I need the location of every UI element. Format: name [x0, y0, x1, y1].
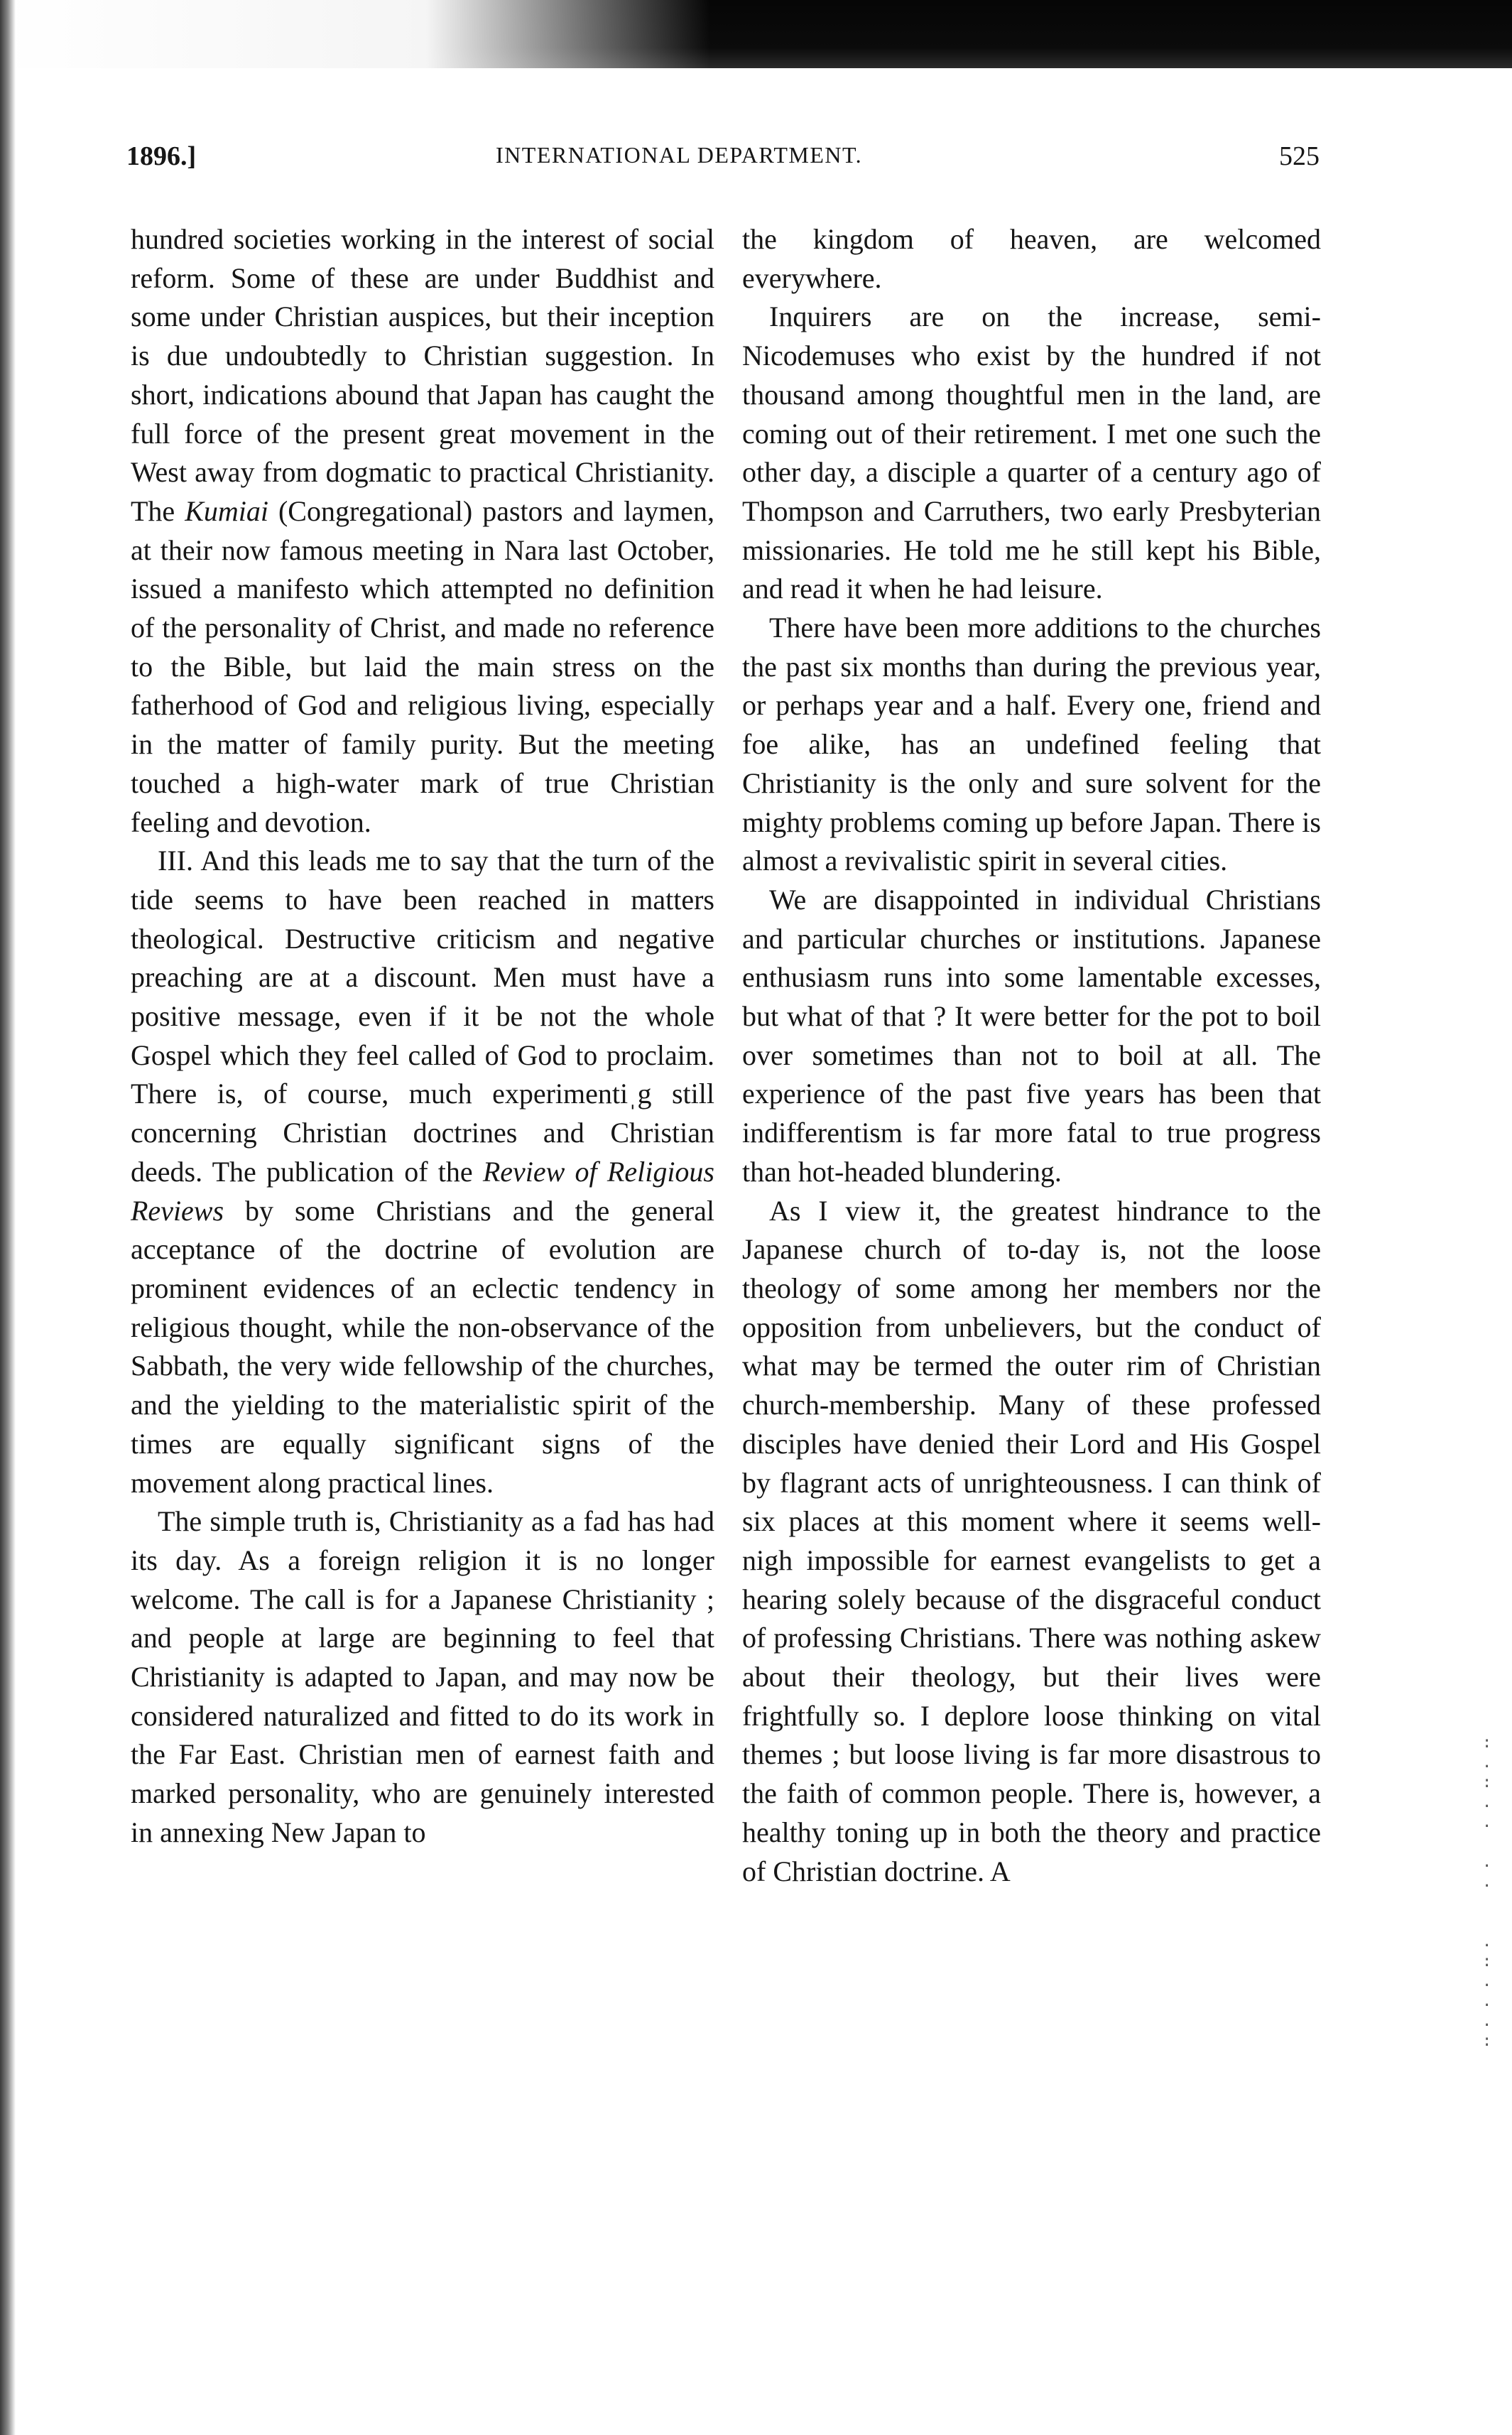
paragraph: the kingdom of heaven, are welcomed everywhere. [742, 223, 1321, 294]
running-head [126, 141, 1320, 183]
paragraph [131, 220, 714, 842]
left-column [131, 220, 714, 1853]
header-year: 1896.] [126, 141, 197, 171]
paragraph: There have been more additions to the churches the past six months than during the previous year, or perhaps year and a half. Every one, friend and foe alike, has an undefined feeling that Christianity is the only and sure solvent for the mighty problems coming up before Japan. There is almost a revivalistic spirit in several cities. [742, 612, 1321, 877]
italic-title: Review of Religious Reviews [131, 1155, 714, 1227]
paragraph-text: hundred societies working in the interest of social reform. Some of these are under Buddhist and some under Christian auspices, but their inception is due undoubtedly to Christian suggestion. In short, indications abound that Japan has caught the full force of the present great movement in the West away from dogmatic to practical Christianity. The [131, 223, 714, 527]
header-title: INTERNATIONAL DEPARTMENT. [496, 142, 863, 168]
paragraph: Inquirers are on the increase, semi-Nicodemuses who exist by the hundred if not thousand among thoughtful men in the land, are coming out of their retirement. I met one such the other day, a disciple a quarter of a century ago of Thompson and Carruthers, two early Presbyterian missionaries. He told me he still kept his Bible, and read it when he had leisure. [742, 300, 1321, 605]
paragraph [131, 842, 714, 1502]
paragraph: As I view it, the greatest hindrance to the Japanese church of to-day is, not the loose theology of some among her members nor the opposition from unbelievers, but the conduct of what may be termed the outer rim of Christian church-membership. Many of these professed disciples have denied their Lord and His Gospel by flagrant acts of unrighteousness. I can think of six places at this moment where it seems well-nigh impossible for earnest evangelists to get a hearing solely because of the disgraceful conduct of professing Christians. There was nothing askew about their theology, but their lives were frightfully so. I deplore loose thinking on vital themes ; but loose living is far more disastrous to the faith of common people. There is, however, a healthy toning up in both the theory and practice of Christian doctrine. A [742, 1194, 1321, 1887]
page-number: 525 [1279, 141, 1320, 171]
scan-specks: : . : . . . . . : . . . : [1482, 1734, 1492, 2050]
italic-term: Kumiai [185, 494, 268, 527]
page-binding-edge [0, 0, 16, 2435]
paragraph-text: III. And this leads me to say that the turn of the tide seems to have been reached in matters theological. Destructive criticism and negative preaching are at a discount. Men must have a positive message, even if it be not the whole Gospel which they feel called of God to proclaim. There is, of course, much experimentiˌg still concerning Christian doctrines and Christian deeds. The publication of the [131, 845, 714, 1188]
scan-band-fade [0, 0, 710, 68]
right-column [742, 220, 1321, 1891]
paragraph-text: by some Christians and the general acceptance of the doctrine of evolution are prominent evidences of an eclectic tendency in religious thought, while the non-observance of the Sabbath, the very wide fellowship of the churches, and the yielding to the materialistic spirit of the times are equally significant signs of the movement along practical lines. [131, 1194, 714, 1499]
paragraph: The simple truth is, Christianity as a fad has had its day. As a foreign religion it is no longer welcome. The call is for a Japanese Christianity ; and people at large are beginning to feel that Christianity is adapted to Japan, and may now be considered naturalized and fitted to do its work in the Far East. Christian men of earnest faith and marked personality, who are genuinely interested in annexing New Japan to [131, 1505, 714, 1848]
paragraph: We are disappointed in individual Christians and particular churches or institutions. Japanese enthusiasm runs into some lamentable excesses, but what of that ? It were better for the pot to boil over sometimes than not to boil at all. The experience of the past five years has been that indifferentism is far more fatal to true progress than hot-headed blundering. [742, 883, 1321, 1188]
paragraph-text: (Congregational) pastors and laymen, at their now famous meeting in Nara last October, issued a manifesto which attempted no definition of the personality of Christ, and made no reference to the Bible, but laid the main stress on the fatherhood of God and religious living, especially in the matter of family purity. But the meeting touched a high-water mark of true Christian feeling and devotion. [131, 494, 714, 838]
